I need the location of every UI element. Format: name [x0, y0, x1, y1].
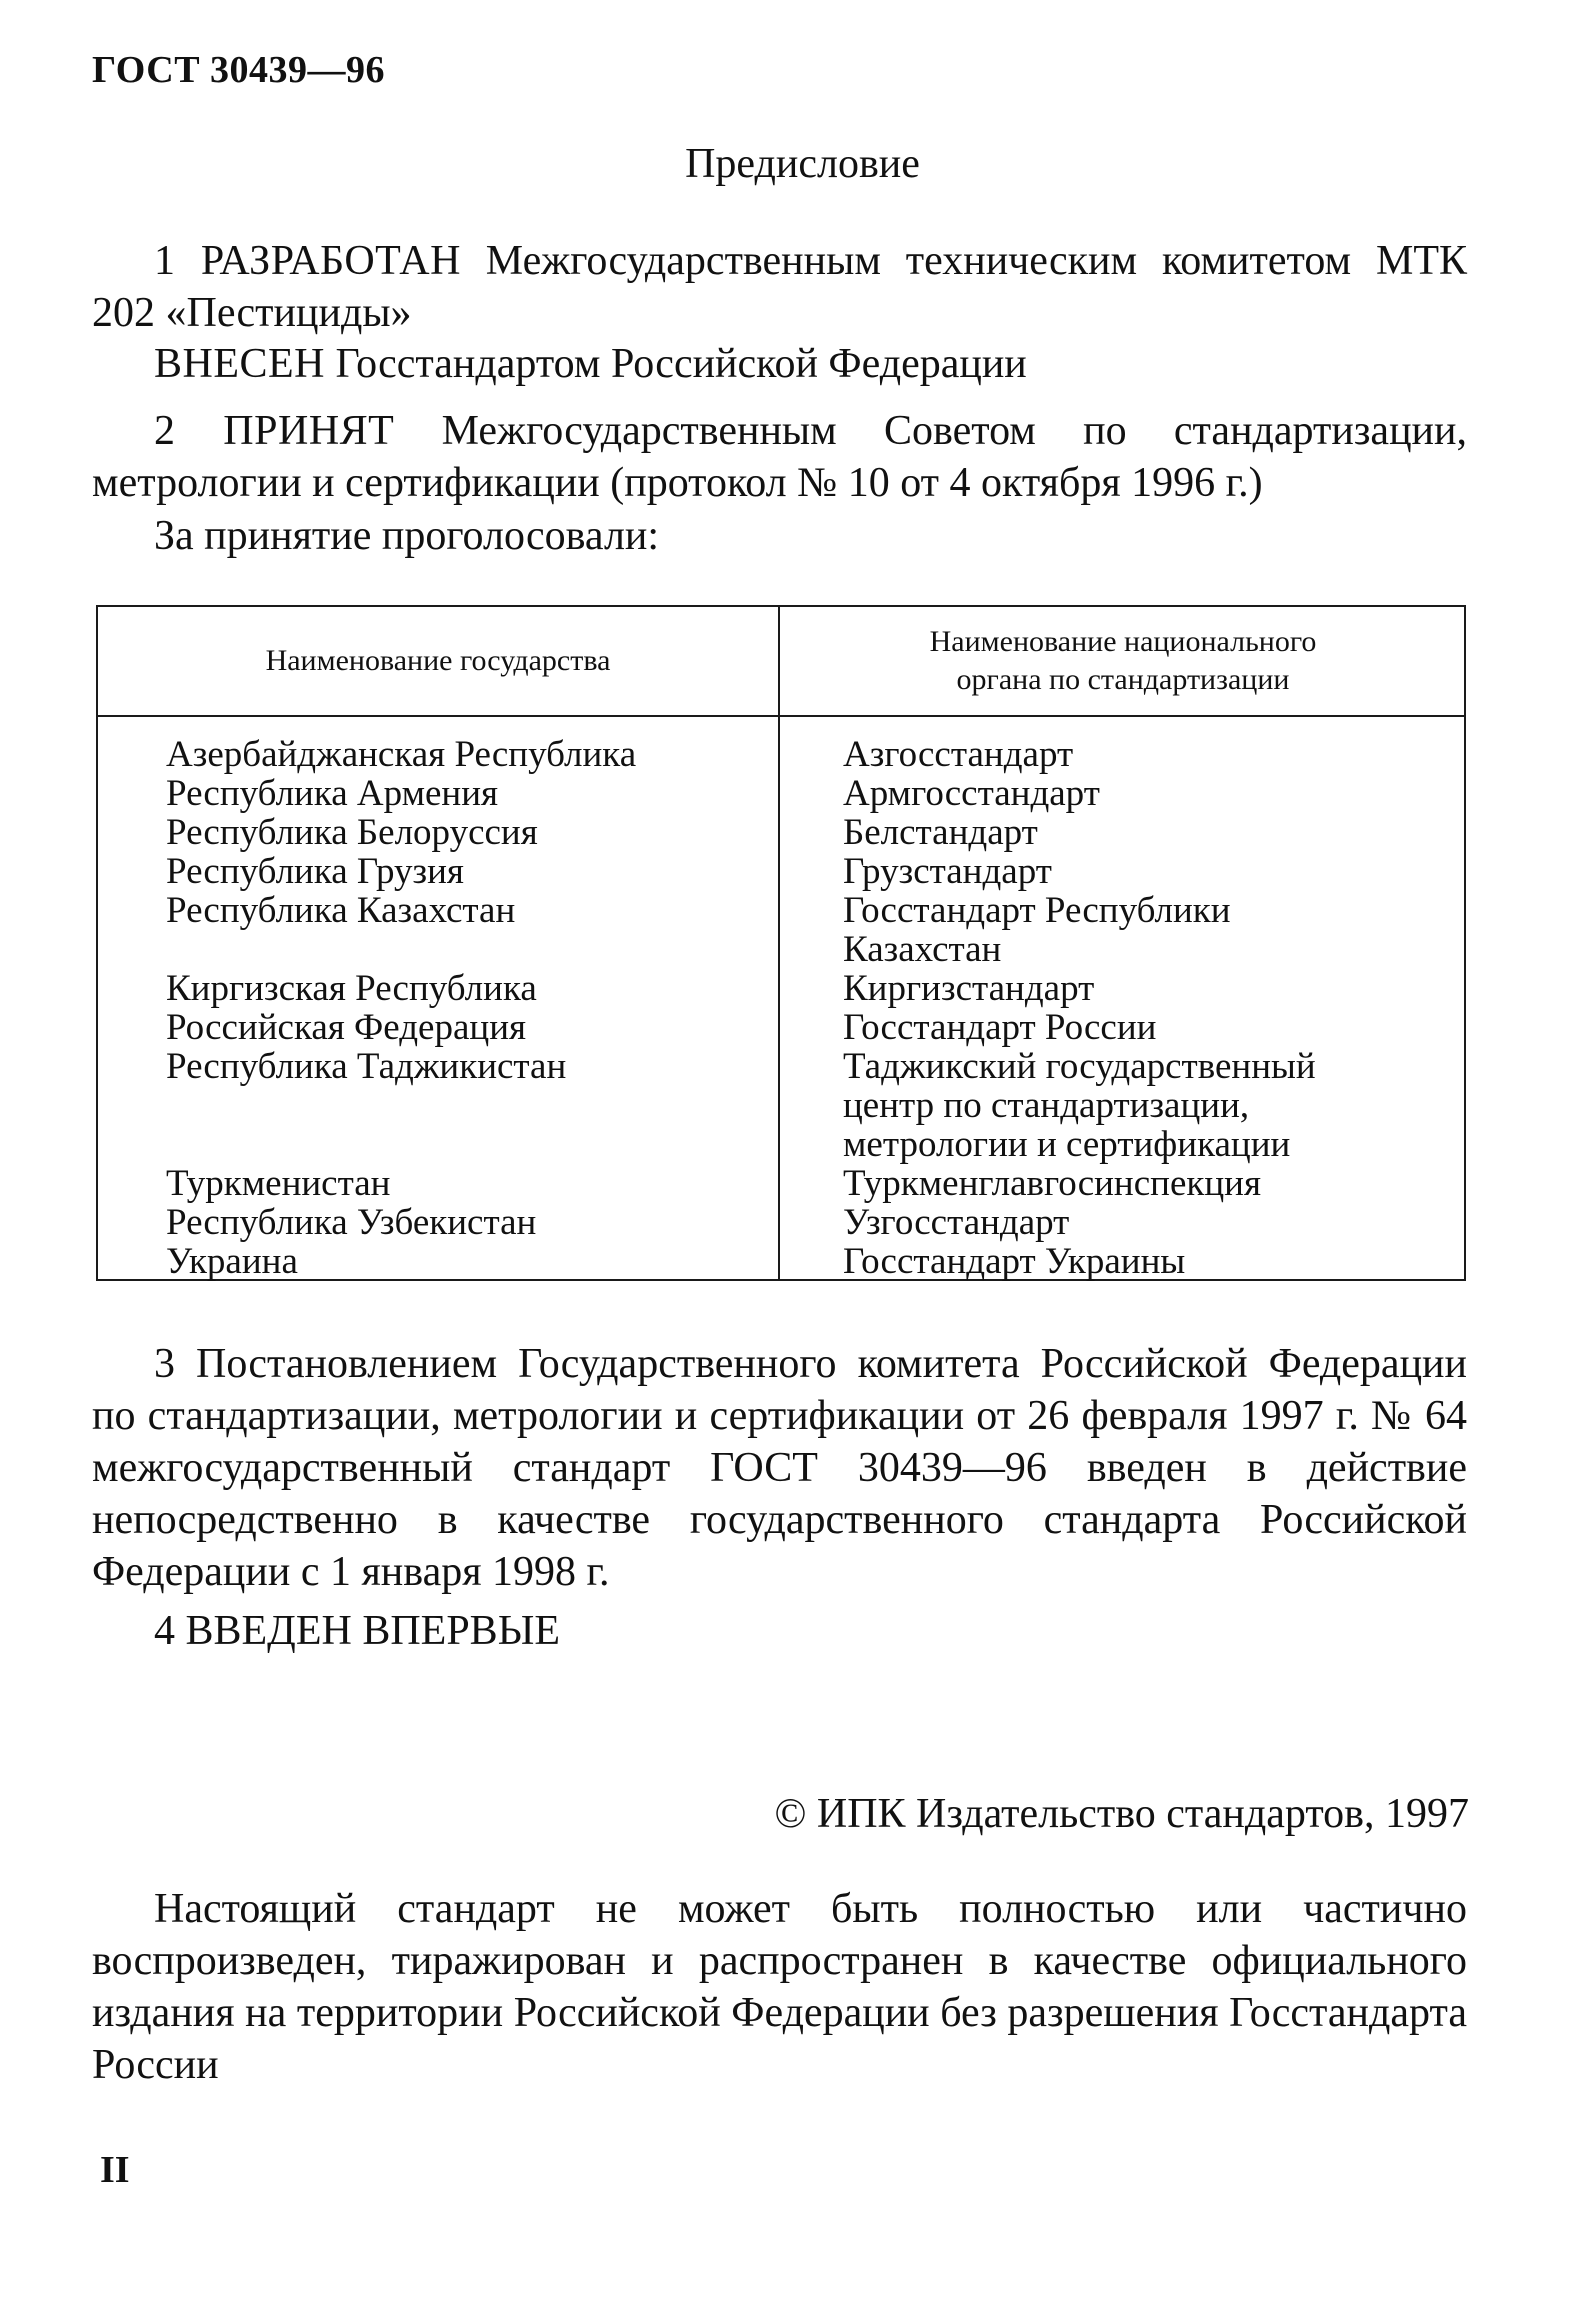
section-developed-label: 1 РАЗРАБОТАН — [154, 238, 461, 284]
table-cell-body: Госстандарт Республики Казахстан — [843, 890, 1231, 970]
table-cell-body: Туркменглавгосинспекция — [843, 1163, 1261, 1204]
table-header-body-text: Наименование национального органа по стандартизации — [929, 625, 1317, 696]
table-header-divider — [98, 715, 1464, 717]
table-cell-body: Белстандарт — [843, 812, 1038, 853]
table-cell-state: Туркменистан — [166, 1163, 391, 1204]
copyright-notice: © ИПК Издательство стандартов, 1997 — [774, 1791, 1469, 1837]
table-cell-state: Киргизская Республика — [166, 968, 537, 1009]
section-first-introduced: 4 ВВЕДЕН ВПЕРВЫЕ — [154, 1608, 560, 1654]
states-column — [166, 735, 766, 1281]
document-id-header: ГОСТ 30439—96 — [92, 49, 386, 91]
section-submitted-label: ВНЕСЕН — [154, 341, 325, 387]
table-cell-body: Грузстандарт — [843, 851, 1052, 892]
section-adopted — [92, 405, 1467, 509]
table-cell-body: Киргизстандарт — [843, 968, 1095, 1009]
section-submitted-text: Госстандартом Российской Федерации — [335, 341, 1027, 387]
table-cell-body: Узгосстандарт — [843, 1202, 1070, 1243]
table-cell-state: Азербайджанская Республика — [166, 734, 637, 775]
table-cell-body: Таджикский государственный центр по стандартизации, метрологии и сертификации — [843, 1046, 1316, 1165]
page-number: II — [100, 2149, 130, 2191]
table-cell-state: Российская Федерация — [166, 1007, 527, 1048]
table-cell-body: Азгосстандарт — [843, 734, 1074, 775]
table-header-state: Наименование государства — [265, 644, 611, 677]
vote-intro: За принятие проголосовали: — [154, 513, 660, 559]
section-submitted — [92, 338, 1467, 390]
section-enacted: 3 Постановлением Государственного комитета Российской Федерации по стандартизации, метрологии и сертификации от 26 февраля 1997 г. № 64 межгосударственный стандарт ГОСТ 30439—96 введен в действие непосредственно в качестве государственного стандарта Российской Федерации с 1 января 1998 г. — [92, 1341, 1467, 1595]
voting-table — [96, 605, 1466, 1281]
section-adopted-text: Межгосударственным Советом по стандартизации, метрологии и сертификации (протокол № 10 от 4 октября 1996 г.) — [92, 408, 1467, 506]
table-header-body — [780, 607, 1466, 715]
section-developed-text: Межгосударственным техническим комитетом МТК 202 «Пестициды» — [92, 238, 1467, 336]
page-title: Предисловие — [685, 141, 920, 187]
table-cell-state: Республика Белоруссия — [166, 812, 538, 853]
table-cell-body: Госстандарт России — [843, 1007, 1157, 1048]
table-cell-state: Украина — [166, 1241, 298, 1282]
table-cell-body: Армгосстандарт — [843, 773, 1100, 814]
table-cell-state: Республика Таджикистан — [166, 1046, 567, 1087]
table-cell-state: Республика Казахстан — [166, 890, 516, 931]
reproduction-notice: Настоящий стандарт не может быть полностью или частично воспроизведен, тиражирован и распространен в качестве официального издания на территории Российской Федерации без разрешения Госстандарта России — [92, 1886, 1467, 2088]
bodies-column — [843, 735, 1443, 1281]
section-adopted-label: 2 ПРИНЯТ — [154, 408, 395, 454]
table-cell-state: Республика Грузия — [166, 851, 464, 892]
table-cell-state: Республика Армения — [166, 773, 499, 814]
table-cell-body: Госстандарт Украины — [843, 1241, 1186, 1282]
table-cell-state: Республика Узбекистан — [166, 1202, 537, 1243]
section-developed — [92, 235, 1467, 339]
